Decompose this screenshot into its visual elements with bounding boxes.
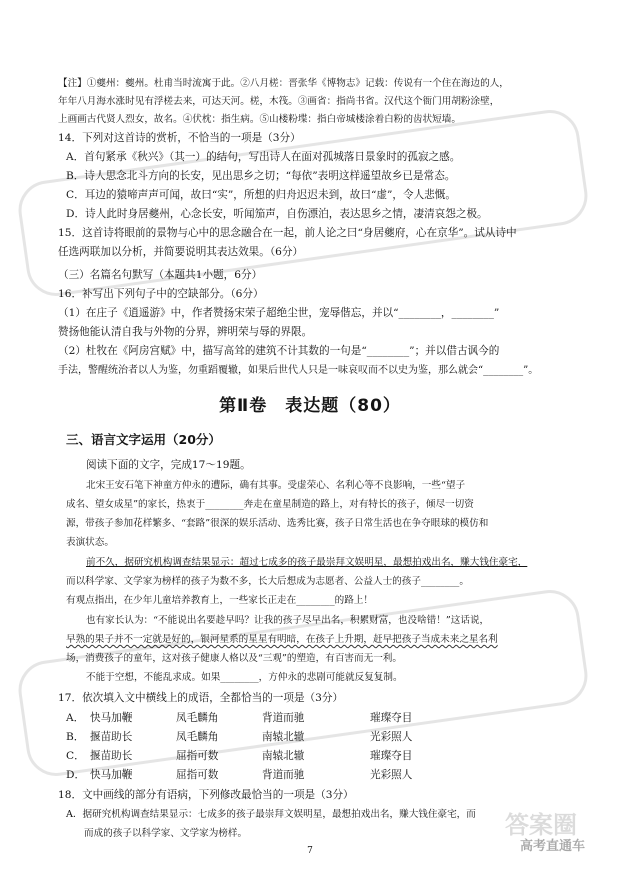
q17-option-b-w4: 光彩照人: [370, 731, 413, 743]
q14-option-d: D．诗人此时身居夔州，心念长安，听闻笳声，自伤漂泊，表达思乡之情，凄清哀怨之极。: [66, 208, 488, 220]
q17-option-d-w1: 快马加鞭: [90, 769, 133, 781]
q17-option-c-label: C．: [66, 750, 85, 762]
q17-option-b-label: B．: [66, 731, 85, 743]
q17-option-d-w3: 背道而驰: [262, 769, 305, 781]
passage-p2-line-3: 有观点指出，在少年儿童培养教育上，一些家长正走在________的路上！: [66, 595, 373, 606]
passage-p3-line-1: 也有家长认为：“不能说出名要趁早吗？让我的孩子尽早出名，积累财富，也没啥错！”这话说，: [86, 615, 490, 626]
watermark-logo-text: 答案圈: [505, 811, 577, 839]
passage-p1-line-2: 成名、望女成星”的家长，热衷于________奔走在童星制造的路上，对有特长的孩子，倾尽一切资: [66, 499, 474, 510]
q15-line-1: 15．这首诗将眼前的景物与心中的思念融合在一起，前人论之曰“身居夔府，心在京华”。试从诗中: [58, 227, 517, 239]
section-title: 三、语言文字运用（20分）: [66, 432, 221, 447]
q17-option-b-w2: 凤毛麟角: [176, 731, 219, 743]
q14-stem: 14．下列对这首诗的赏析，不恰当的一项是（3分）: [58, 132, 301, 144]
q17-option-b-w3: 南辕北辙: [262, 731, 305, 743]
q18-stem: 18．文中画线的部分有语病，下列修改最恰当的一项是（3分）: [58, 789, 354, 801]
q17-option-d-w4: 光彩照人: [370, 769, 413, 781]
q16-item-1a: （1）在庄子《逍遥游》中，作者赞扬宋荣子超绝尘世，宠辱偕忘，并以“________，________”: [58, 307, 500, 319]
q17-option-a-w3: 背道而驰: [262, 712, 305, 724]
q14-option-b: B．诗人思念北斗方向的长安，见出思乡之切；“每依”表明这样遥望故乡已是常态。: [66, 170, 456, 182]
q18-option-a-line-1: A．据研究机构调查结果显示：七成多的孩子最崇拜文娱明星，最想拍戏出名，赚大钱住豪宅，而: [66, 809, 476, 820]
passage-p3-line-4: 不能于空想，不能乱求成。如果________，方仲永的悲剧可能就反复复制。: [86, 672, 403, 683]
q17-option-a-w1: 快马加鞭: [90, 712, 133, 724]
passage-p3-line-2: 早熟的果子并不一定就是好的，银河星系的星星有明暗，在孩子上升期，赶早把孩子当成未来之星名利: [66, 634, 498, 645]
q17-option-c-w3: 南辕北辙: [262, 750, 305, 762]
q17-option-d-w2: 屈指可数: [176, 769, 219, 781]
q17-option-c-w2: 屈指可数: [176, 750, 219, 762]
passage-p2-line-1: 前不久，据研究机构调查结果显示：超过七成多的孩子最崇拜文娱明星，最想拍戏出名，赚大钱住豪宅，: [86, 557, 528, 568]
q17-option-a-label: A．: [66, 712, 85, 724]
q16-stem: 16．补写出下列句子中的空缺部分。（6分）: [58, 288, 264, 300]
watermark-site: 高考直通车: [520, 839, 586, 854]
q17-option-c-w4: 璀璨夺目: [370, 750, 413, 762]
note-line-3: 上画画古代贤人烈女，故名。④伏枕：指生病。⑤山楼粉堞：指白帝城楼涂着白粉的齿状短墙。: [58, 114, 461, 125]
q17-option-a-w4: 璀璨夺目: [370, 712, 413, 724]
q14-option-c: C．耳边的猿啼声声可闻，故曰“实”，所想的归舟迟迟未到，故曰“虚”，令人悲慨。: [66, 189, 456, 201]
q16-item-2a: （2）杜牧在《阿房宫赋》中，描写高耸的建筑不计其数的一句是“________”；并以借古讽今的: [58, 345, 500, 357]
passage-p2-line-2: 而以科学家、文学家为榜样的孩子为数不多，长大后想成为志愿者、公益人士的孩子________。: [66, 576, 469, 587]
passage-p1-line-1: 北宋王安石笔下神童方仲永的遭际，确有其事。受虚荣心、名利心等不良影响，一些“望子: [86, 480, 466, 491]
q17-stem: 17．依次填入文中横线上的成语，全都恰当的一项是（3分）: [58, 692, 344, 704]
reading-intro: 阅读下面的文字，完成17～19题。: [86, 459, 251, 471]
part3-heading: （三）名篇名句默写（本题共1小题，6分）: [58, 269, 263, 281]
q17-option-c-w1: 揠苗助长: [90, 750, 133, 762]
q15-line-2: 任选两联加以分析，并简要说明其表达效果。（6分）: [58, 246, 304, 258]
passage-p1-line-3: 源，带孩子参加花样繁多、“套路”很深的娱乐活动、选秀比赛，孩子日常生活也在争夺眼球的模仿和: [66, 518, 489, 529]
note-line-2: 年年八月海水涨时见有浮槎去来，可达天河。槎，木筏。③画省：指尚书省。汉代这个衙门用胡粉涂壁，: [58, 96, 500, 107]
q14-option-a: A．首句紧承《秋兴》（其一）的结句，写出诗人在面对孤城落日景象时的孤寂之感。: [66, 151, 461, 163]
q16-item-1b: 赞扬他能认清自我与外物的分界，辨明荣与辱的界限。: [58, 326, 313, 338]
q17-option-d-label: D．: [66, 769, 86, 781]
note-line-1: 【注】①夔州：夔州。杜甫当时流寓于此。②八月槎：晋张华《博物志》记载：传说有一个住在海边的人，: [58, 78, 509, 89]
page-number: 7: [307, 846, 313, 856]
q17-option-a-w2: 凤毛麟角: [176, 712, 219, 724]
passage-p3-line-3: 场，消费孩子的童年，这对孩子健康人格以及“三观”的塑造，有百害而无一利。: [66, 653, 402, 664]
q16-item-2b: 手法，警醒统治者以人为鉴，勿重蹈覆辙，如果后世代人只是一味哀叹而不以史为鉴，那么就会“________”。: [58, 365, 539, 376]
q17-option-b-w1: 揠苗助长: [90, 731, 133, 743]
passage-p1-line-4: 表演状态。: [66, 537, 114, 548]
volume-title: 第Ⅱ卷 表达题（80）: [219, 396, 401, 416]
q18-option-a-line-2: 而成的孩子以科学家、文学家为榜样。: [84, 828, 248, 839]
